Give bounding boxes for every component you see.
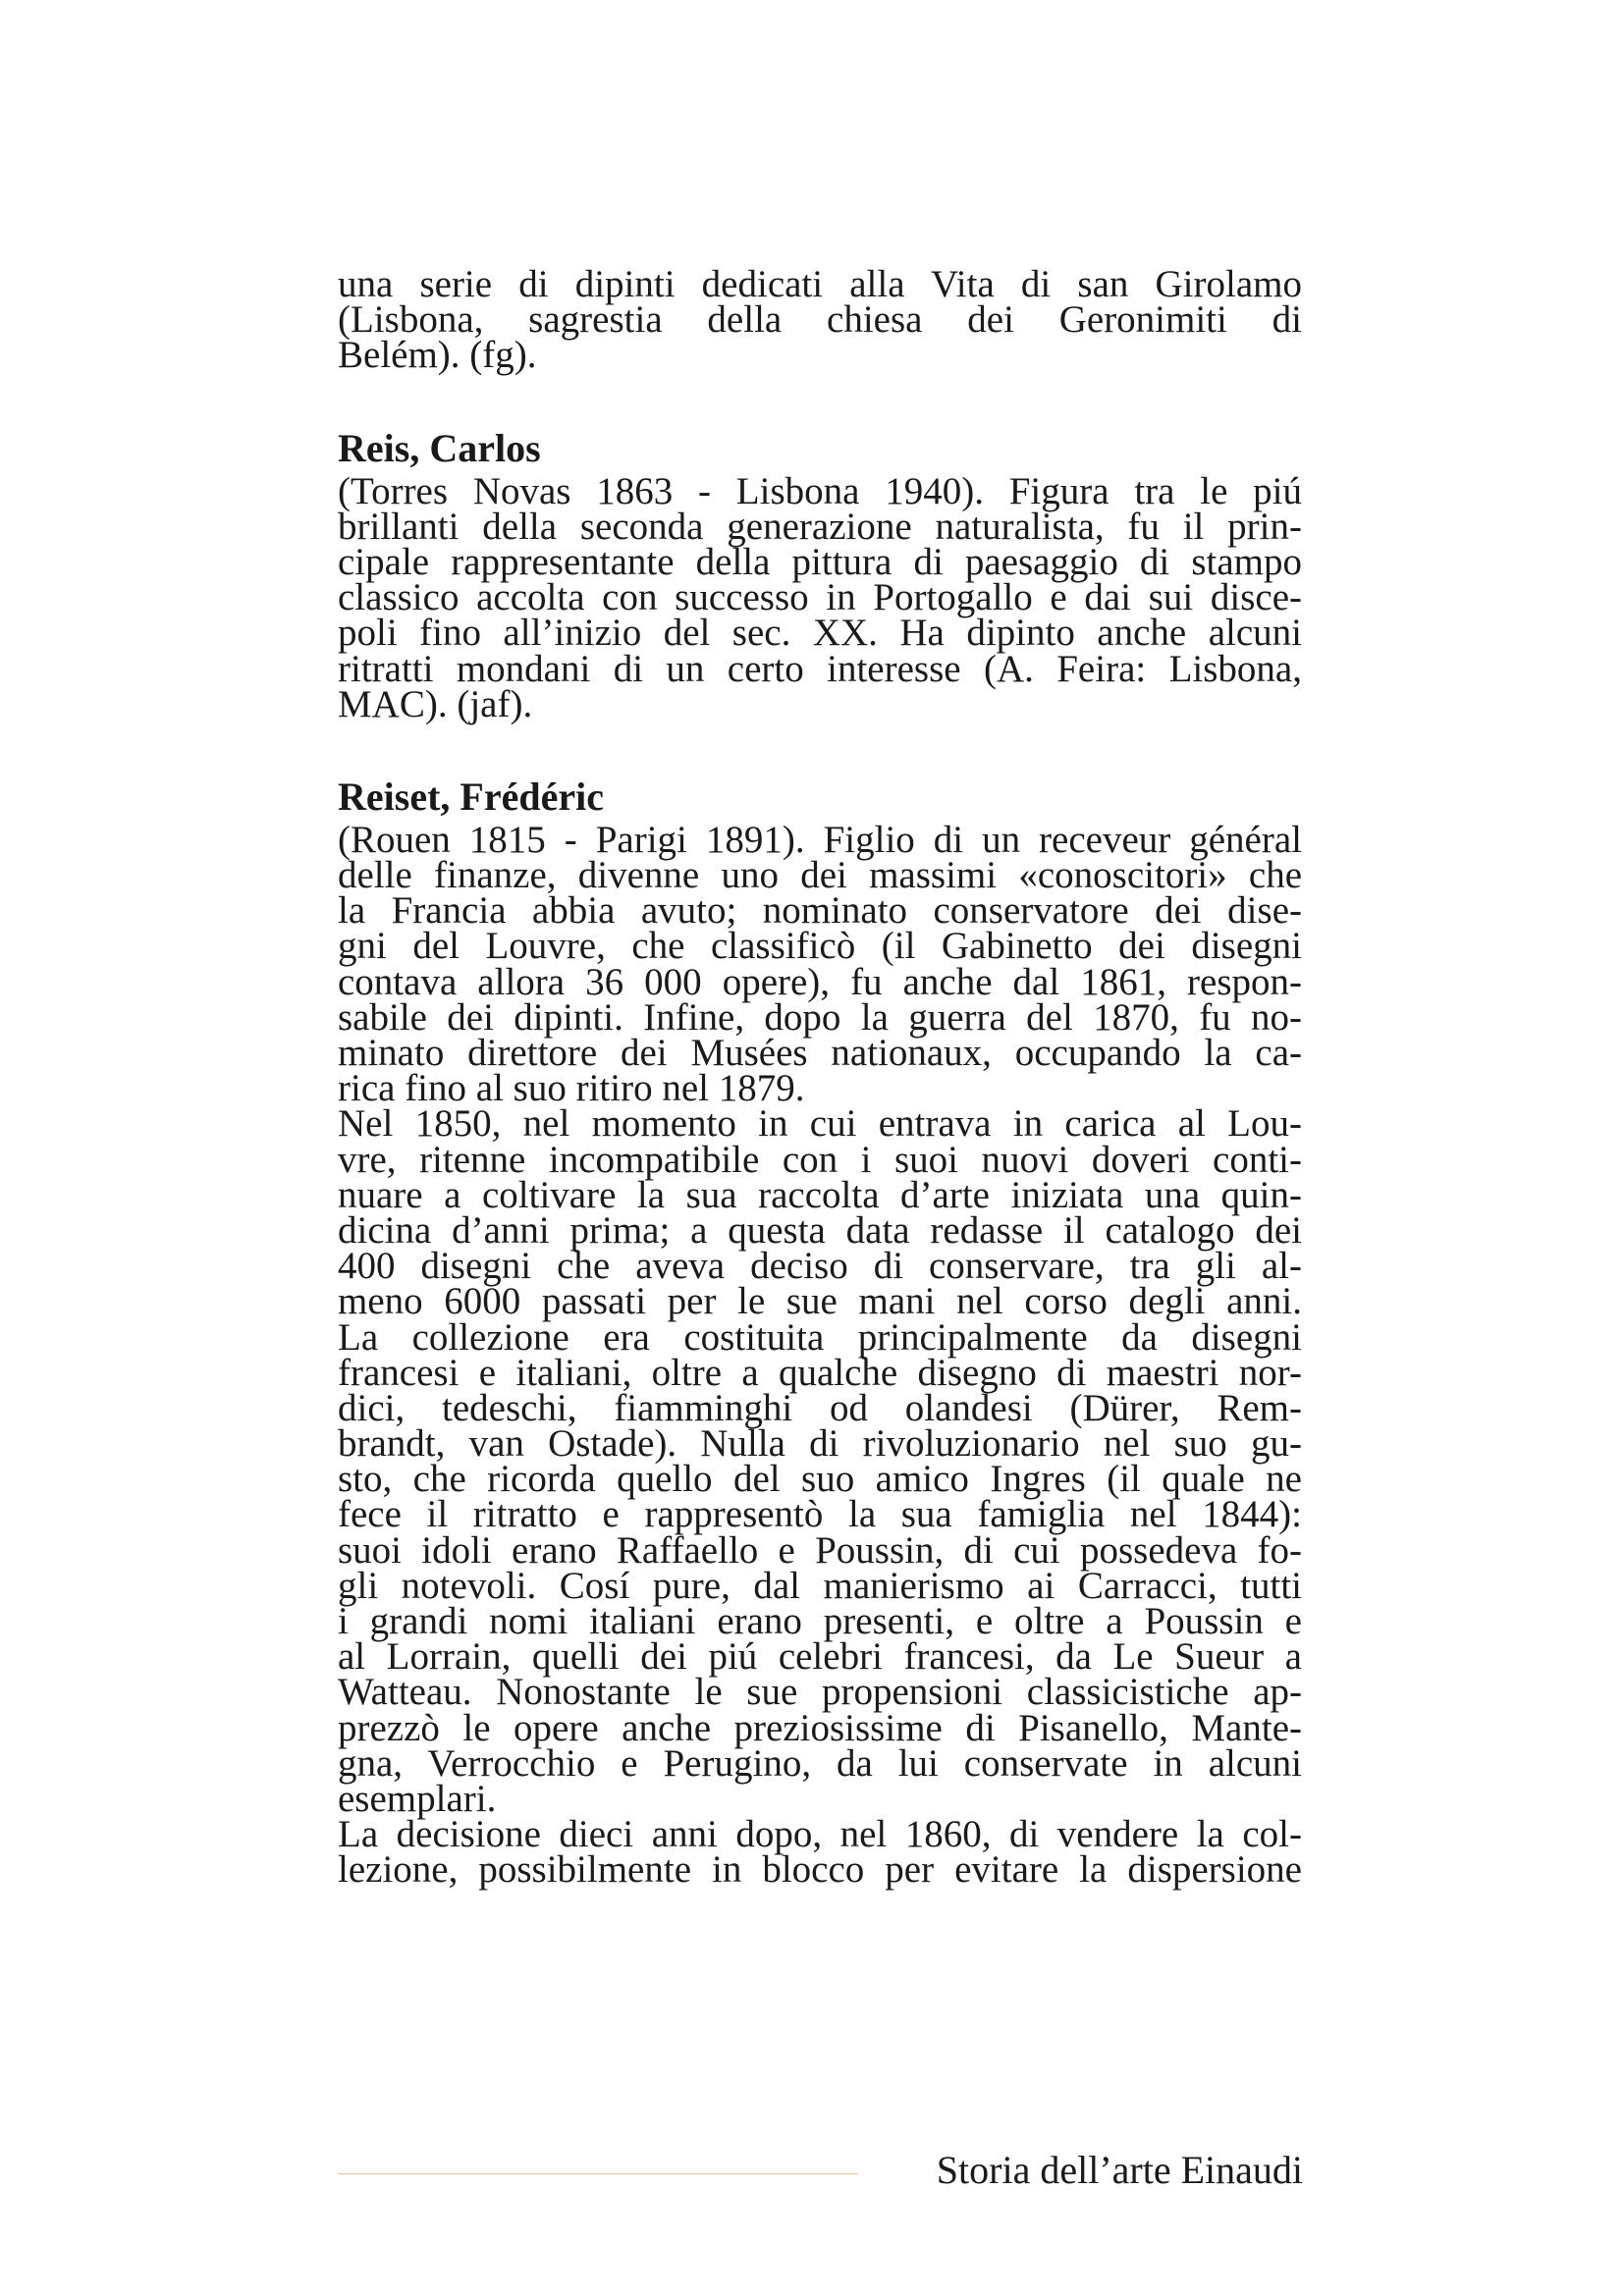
text-line: MAC). (jaf). <box>338 682 533 725</box>
footer-label: Storia dell’arte Einaudi <box>936 2148 1303 2192</box>
entry-title: Reis, Carlos <box>338 425 541 470</box>
entry-title: Reiset, Frédéric <box>338 774 604 819</box>
text-line: contava allora 36 000 opere), fu anche dal 1861, respon- <box>338 960 1302 1003</box>
text-line: sabile dei dipinti. Infine, dopo la guerra del 1870, fu no- <box>338 995 1302 1039</box>
text-line: gni del Louvre, che classificò (il Gabinetto dei disegni <box>338 925 1302 968</box>
text-line: (Rouen 1815 - Parigi 1891). Figlio di un receveur général <box>338 818 1302 861</box>
text-line: rica fino al suo ritiro nel 1879. <box>338 1067 805 1110</box>
text-line: esemplari. <box>338 1777 497 1820</box>
text-line: meno 6000 passati per le sue mani nel corso degli anni. <box>338 1280 1302 1323</box>
text-line: vre, ritenne incompatibile con i suoi nuovi doveri conti- <box>338 1138 1302 1181</box>
text-line: brillanti della seconda generazione naturalista, fu il prin- <box>338 505 1302 548</box>
text-line: lezione, possibilmente in blocco per evitare la dispersione <box>338 1848 1302 1892</box>
text-line: prezzò le opere anche preziosissime di Pisanello, Mante- <box>338 1706 1302 1749</box>
text-line: una serie di dipinti dedicati alla Vita di san Girolamo <box>338 263 1302 305</box>
text-line: cipale rappresentante della pittura di paesaggio di stampo <box>338 540 1302 583</box>
text-line: al Lorrain, quelli dei piú celebri francesi, da Le Sueur a <box>338 1635 1302 1679</box>
text-column <box>338 263 1302 1892</box>
text-line: dicina d’anni prima; a questa data redasse il catalogo dei <box>338 1208 1302 1252</box>
text-line: La collezione era costituita principalmente da disegni <box>338 1315 1302 1359</box>
entry-reiset-frederic <box>338 774 1302 1892</box>
continuation-paragraph <box>338 263 1302 377</box>
text-line: Nel 1850, nel momento in cui entrava in carica al Lou- <box>338 1102 1302 1146</box>
text-line: brandt, van Ostade). Nulla di rivoluzionario nel suo gu- <box>338 1422 1302 1466</box>
text-line: fece il ritratto e rappresentò la sua famiglia nel 1844): <box>338 1493 1302 1536</box>
text-line: la Francia abbia avuto; nominato conservatore dei dise- <box>338 889 1302 933</box>
text-line: (Lisbona, sagrestia della chiesa dei Geronimiti di <box>338 298 1302 342</box>
text-line: 400 disegni che aveva deciso di conservare, tra gli al- <box>338 1245 1302 1288</box>
text-line: (Torres Novas 1863 - Lisbona 1940). Figura tra le piú <box>338 469 1302 512</box>
text-line: Belém). (fg). <box>338 334 537 377</box>
footer-rule <box>338 2173 858 2174</box>
text-line: suoi idoli erano Raffaello e Poussin, di cui possedeva fo- <box>338 1528 1302 1572</box>
text-line: sto, che ricorda quello del suo amico Ingres (il quale ne <box>338 1458 1302 1501</box>
text-line: gna, Verrocchio e Perugino, da lui conservate in alcuni <box>338 1741 1302 1785</box>
text-line: nuare a coltivare la sua raccolta d’arte iniziata una quin- <box>338 1173 1302 1216</box>
text-line: classico accolta con successo in Portogallo e dai sui disce- <box>338 576 1302 619</box>
text-line: i grandi nomi italiani erano presenti, e oltre a Poussin e <box>338 1600 1302 1642</box>
text-line: poli fino all’inizio del sec. XX. Ha dipinto anche alcuni <box>338 612 1302 655</box>
text-line: ritratti mondani di un certo interesse (A. Feira: Lisbona, <box>338 647 1302 690</box>
entry-reis-carlos <box>338 425 1302 725</box>
text-line: Watteau. Nonostante le sue propensioni classicistiche ap- <box>338 1671 1302 1714</box>
text-line: dici, tedeschi, fiamminghi od olandesi (Dürer, Rem- <box>338 1386 1302 1429</box>
text-line: delle finanze, divenne uno dei massimi «conoscitori» che <box>338 854 1302 897</box>
text-line: francesi e italiani, oltre a qualche disegno di maestri nor- <box>338 1351 1302 1394</box>
text-line: minato direttore dei Musées nationaux, occupando la ca- <box>338 1032 1302 1074</box>
text-line: gli notevoli. Cosí pure, dal manierismo ai Carracci, tutti <box>338 1564 1302 1607</box>
text-line: La decisione dieci anni dopo, nel 1860, di vendere la col- <box>338 1813 1302 1856</box>
